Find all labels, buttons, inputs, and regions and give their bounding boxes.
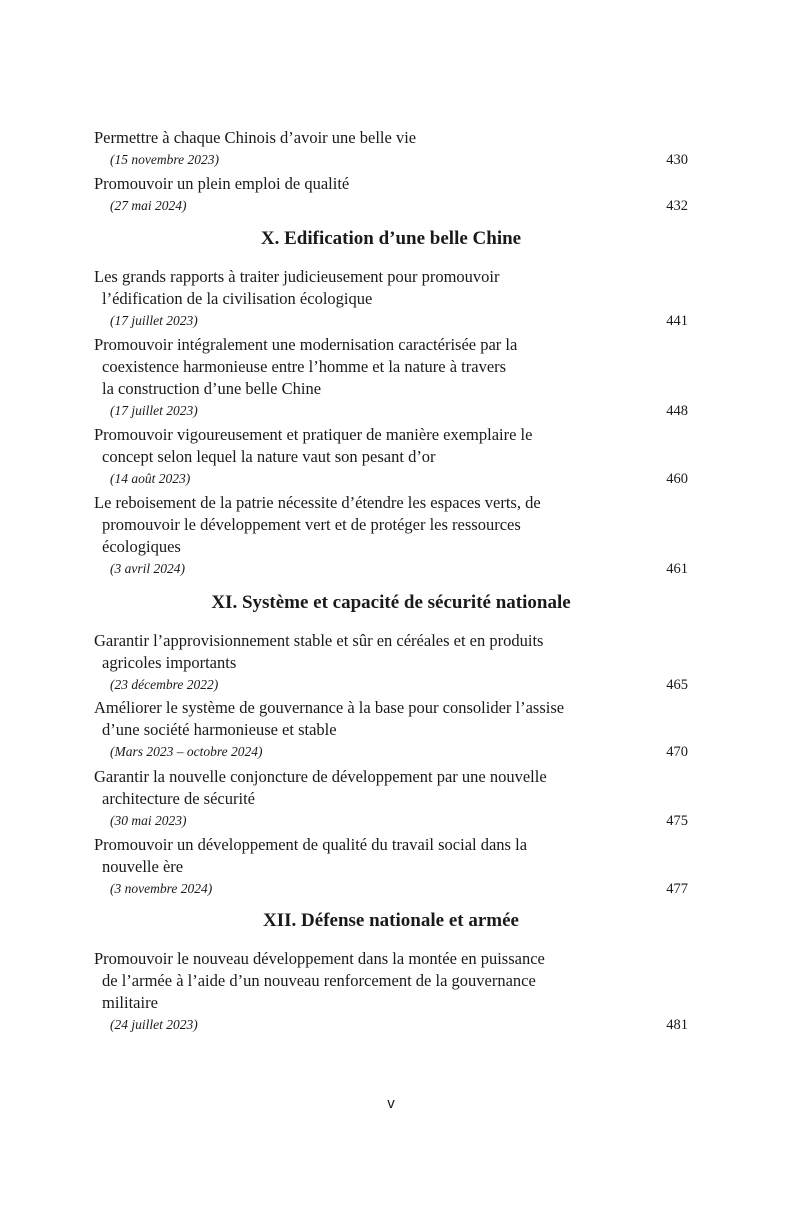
- entry-title-line: promouvoir le développement vert et de protéger les ressources: [102, 515, 521, 534]
- entry-meta-row: [94, 810, 688, 832]
- entry-title-line: Promouvoir vigoureusement et pratiquer de manière exemplaire le: [94, 425, 533, 444]
- entry-date: (27 mai 2024): [110, 198, 187, 213]
- entry-page-number: 448: [666, 403, 688, 419]
- entry-title-line: Promouvoir le nouveau développement dans la montée en puissance: [94, 949, 545, 968]
- entry-title-line: Promouvoir un plein emploi de qualité: [94, 174, 350, 193]
- toc-entry: [94, 834, 688, 900]
- entry-page-number: 441: [666, 313, 688, 329]
- entry-title-line: de l’armée à l’aide d’un nouveau renforcement de la gouvernance: [102, 971, 536, 990]
- entry-title-line: Le reboisement de la patrie nécessite d’étendre les espaces verts, de: [94, 493, 541, 512]
- entry-title-line: militaire: [102, 993, 158, 1012]
- entry-meta-row: [94, 195, 688, 217]
- toc-entry: [94, 173, 688, 217]
- entry-title-line: écologiques: [102, 537, 181, 556]
- toc-entry: [94, 766, 688, 832]
- toc-entry: [94, 127, 688, 171]
- entry-page-number: 460: [666, 471, 688, 487]
- entry-page-number: 432: [666, 198, 688, 214]
- entry-meta-row: [94, 558, 688, 580]
- entry-date: (14 août 2023): [110, 471, 191, 486]
- section-heading: XII. Défense nationale et armée: [263, 910, 519, 931]
- entry-meta-row: [94, 468, 688, 490]
- entry-title-line: d’une société harmonieuse et stable: [102, 720, 337, 739]
- entry-meta-row: [94, 878, 688, 900]
- section-heading: XI. Système et capacité de sécurité nationale: [211, 592, 571, 613]
- toc-entry: [94, 424, 688, 490]
- entry-title-line: agricoles importants: [102, 653, 237, 672]
- toc-entry: [94, 334, 688, 422]
- toc-entry: [94, 630, 688, 696]
- page-folio: v: [387, 1095, 395, 1112]
- entry-date: (15 novembre 2023): [110, 152, 219, 167]
- entry-page-number: 461: [666, 561, 688, 577]
- toc-entry: [94, 266, 688, 332]
- entry-title-line: Garantir la nouvelle conjoncture de développement par une nouvelle: [94, 767, 547, 786]
- entry-page-number: 481: [666, 1017, 688, 1033]
- entry-date: (30 mai 2023): [110, 813, 187, 828]
- entry-title-line: concept selon lequel la nature vaut son pesant d’or: [102, 447, 436, 466]
- toc-entry: [94, 948, 688, 1036]
- entry-title-line: l’édification de la civilisation écologique: [102, 289, 373, 308]
- entry-meta-row: [94, 1014, 688, 1036]
- entry-title-line: coexistence harmonieuse entre l’homme et la nature à travers: [102, 357, 507, 376]
- entry-page-number: 430: [666, 152, 688, 168]
- entry-date: (3 avril 2024): [110, 561, 185, 576]
- entry-title-line: Promouvoir intégralement une modernisation caractérisée par la: [94, 335, 518, 354]
- entry-title-line: architecture de sécurité: [102, 789, 255, 808]
- entry-title-line: nouvelle ère: [102, 857, 184, 876]
- entry-title-line: Améliorer le système de gouvernance à la base pour consolider l’assise: [94, 698, 565, 717]
- entry-date: (3 novembre 2024): [110, 881, 213, 896]
- entry-page-number: 465: [666, 677, 688, 693]
- entry-date: (17 juillet 2023): [110, 313, 198, 328]
- entry-date: (23 décembre 2022): [110, 677, 219, 692]
- entry-title-line: Promouvoir un développement de qualité du travail social dans la: [94, 835, 528, 854]
- entry-date: (Mars 2023 – octobre 2024): [110, 744, 263, 759]
- entry-meta-row: [94, 674, 688, 696]
- entry-page-number: 475: [666, 813, 688, 829]
- entry-title-line: Garantir l’approvisionnement stable et sûr en céréales et en produits: [94, 631, 544, 650]
- entry-title-line: Permettre à chaque Chinois d’avoir une belle vie: [94, 128, 417, 147]
- entry-meta-row: [94, 400, 688, 422]
- entry-date: (24 juillet 2023): [110, 1017, 198, 1032]
- toc-entry: [94, 697, 688, 763]
- entry-title-line: la construction d’une belle Chine: [102, 379, 322, 398]
- entry-title-line: Les grands rapports à traiter judicieusement pour promouvoir: [94, 267, 500, 286]
- toc-entry: [94, 492, 688, 580]
- entry-page-number: 470: [666, 744, 688, 760]
- entry-meta-row: [94, 149, 688, 171]
- entry-meta-row: [94, 741, 688, 763]
- entry-page-number: 477: [666, 881, 688, 897]
- entry-meta-row: [94, 310, 688, 332]
- section-heading: X. Edification d’une belle Chine: [260, 228, 522, 249]
- entry-date: (17 juillet 2023): [110, 403, 198, 418]
